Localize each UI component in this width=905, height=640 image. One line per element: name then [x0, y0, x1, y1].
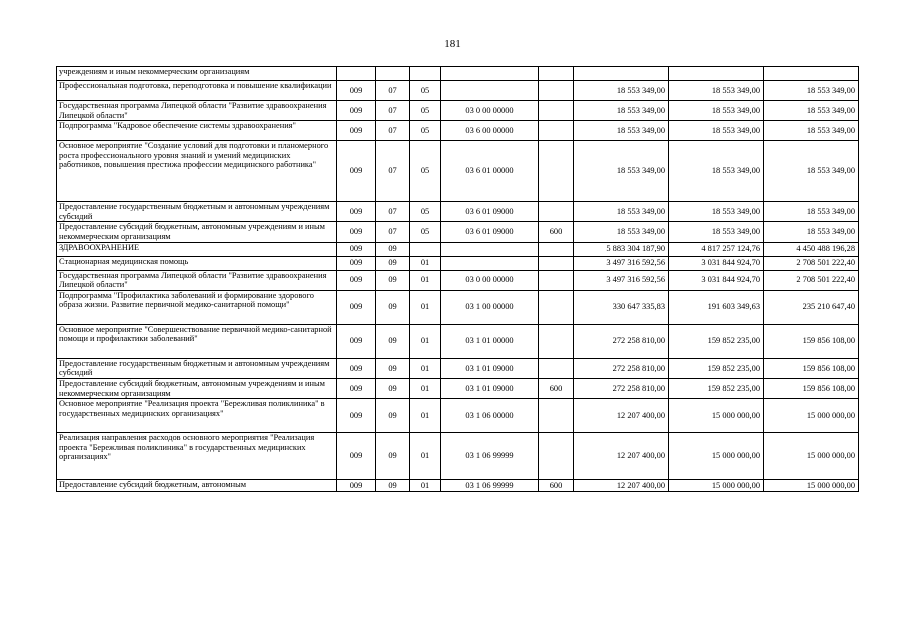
row-amount-year2-cell: 15 000 000,00 [669, 480, 764, 492]
row-amount-year3-cell: 159 856 108,00 [764, 324, 859, 358]
row-name-cell: Подпрограмма "Кадровое обеспечение системы здравоохранения" [57, 121, 337, 141]
row-target-article-cell: 03 6 00 00000 [441, 121, 539, 141]
row-amount-year1-cell: 18 553 349,00 [574, 121, 669, 141]
row-amount-year3-cell: 15 000 000,00 [764, 480, 859, 492]
row-amount-year1-cell: 18 553 349,00 [574, 141, 669, 202]
row-name-cell: Государственная программа Липецкой области "Развитие здравоохранения Липецкой области" [57, 101, 337, 121]
row-expense-type-cell [539, 141, 574, 202]
row-amount-year1-cell [574, 67, 669, 81]
row-amount-year2-cell: 18 553 349,00 [669, 81, 764, 101]
row-target-article-cell: 03 6 01 09000 [441, 202, 539, 222]
row-subsection-cell: 01 [410, 399, 441, 433]
row-name-cell: ЗДРАВООХРАНЕНИЕ [57, 242, 337, 256]
row-expense-type-cell [539, 270, 574, 290]
row-expense-type-cell [539, 290, 574, 324]
row-section-cell: 07 [376, 141, 410, 202]
row-gv-code-cell: 009 [337, 433, 376, 480]
row-amount-year1-cell: 3 497 316 592,56 [574, 270, 669, 290]
row-name-cell: Основное мероприятие "Создание условий для подготовки и планомерного роста профессионального уровня знаний и умений медицинских работников, повышения престижа профессии медицинского работника" [57, 141, 337, 202]
row-amount-year3-cell: 159 856 108,00 [764, 378, 859, 398]
table-row [57, 222, 859, 242]
row-amount-year1-cell: 272 258 810,00 [574, 358, 669, 378]
row-gv-code-cell: 009 [337, 222, 376, 242]
row-target-article-cell: 03 1 06 99999 [441, 480, 539, 492]
table-row [57, 81, 859, 101]
row-amount-year3-cell: 18 553 349,00 [764, 141, 859, 202]
row-expense-type-cell [539, 101, 574, 121]
row-target-article-cell: 03 1 00 00000 [441, 290, 539, 324]
row-target-article-cell: 03 1 01 00000 [441, 324, 539, 358]
row-section-cell: 07 [376, 81, 410, 101]
row-section-cell: 09 [376, 242, 410, 256]
row-subsection-cell: 01 [410, 270, 441, 290]
row-expense-type-cell [539, 358, 574, 378]
row-amount-year3-cell: 15 000 000,00 [764, 433, 859, 480]
table-row [57, 433, 859, 480]
row-amount-year3-cell: 235 210 647,40 [764, 290, 859, 324]
row-target-article-cell: 03 1 01 09000 [441, 358, 539, 378]
row-amount-year2-cell: 4 817 257 124,76 [669, 242, 764, 256]
table-row [57, 141, 859, 202]
row-amount-year2-cell [669, 67, 764, 81]
row-amount-year1-cell: 12 207 400,00 [574, 480, 669, 492]
row-target-article-cell: 03 0 00 00000 [441, 270, 539, 290]
row-target-article-cell: 03 1 01 09000 [441, 378, 539, 398]
row-subsection-cell [410, 242, 441, 256]
row-expense-type-cell [539, 67, 574, 81]
row-amount-year2-cell: 18 553 349,00 [669, 141, 764, 202]
row-name-cell: Предоставление субсидий бюджетным, автономным учреждениям и иным некоммерческим организациям [57, 378, 337, 398]
row-section-cell: 07 [376, 222, 410, 242]
row-amount-year2-cell: 18 553 349,00 [669, 222, 764, 242]
row-subsection-cell: 01 [410, 256, 441, 270]
row-section-cell: 07 [376, 101, 410, 121]
row-gv-code-cell [337, 67, 376, 81]
row-gv-code-cell: 009 [337, 256, 376, 270]
row-amount-year2-cell: 191 603 349,63 [669, 290, 764, 324]
row-section-cell: 07 [376, 202, 410, 222]
row-amount-year1-cell: 330 647 335,83 [574, 290, 669, 324]
row-amount-year2-cell: 18 553 349,00 [669, 202, 764, 222]
table-row [57, 101, 859, 121]
row-amount-year2-cell: 15 000 000,00 [669, 399, 764, 433]
row-gv-code-cell: 009 [337, 141, 376, 202]
row-name-cell: Предоставление государственным бюджетным и автономным учреждениям субсидий [57, 358, 337, 378]
row-expense-type-cell [539, 433, 574, 480]
row-gv-code-cell: 009 [337, 121, 376, 141]
row-name-cell: Реализация направления расходов основного мероприятия "Реализация проекта "Бережливая поликлиника" в государственных медицинских организациях" [57, 433, 337, 480]
row-subsection-cell: 05 [410, 141, 441, 202]
row-amount-year1-cell: 18 553 349,00 [574, 81, 669, 101]
row-expense-type-cell [539, 81, 574, 101]
row-amount-year3-cell: 2 708 501 222,40 [764, 270, 859, 290]
row-name-cell: Профессиональная подготовка, переподготовка и повышение квалификации [57, 81, 337, 101]
row-amount-year1-cell: 272 258 810,00 [574, 378, 669, 398]
row-section-cell: 09 [376, 324, 410, 358]
row-section-cell: 09 [376, 290, 410, 324]
table-row [57, 242, 859, 256]
row-gv-code-cell: 009 [337, 324, 376, 358]
row-amount-year3-cell [764, 67, 859, 81]
row-target-article-cell: 03 0 00 00000 [441, 101, 539, 121]
row-name-cell: Стационарная медицинская помощь [57, 256, 337, 270]
row-expense-type-cell [539, 399, 574, 433]
table-row [57, 67, 859, 81]
table-row [57, 480, 859, 492]
row-section-cell: 07 [376, 121, 410, 141]
row-name-cell: Основное мероприятие "Совершенствование первичной медико-санитарной помощи и профилактики заболеваний" [57, 324, 337, 358]
row-name-cell: Предоставление государственным бюджетным и автономным учреждениям субсидий [57, 202, 337, 222]
row-amount-year1-cell: 12 207 400,00 [574, 433, 669, 480]
row-amount-year3-cell: 159 856 108,00 [764, 358, 859, 378]
row-expense-type-cell [539, 202, 574, 222]
row-subsection-cell [410, 67, 441, 81]
table-row [57, 256, 859, 270]
row-amount-year1-cell: 18 553 349,00 [574, 101, 669, 121]
row-name-cell: Государственная программа Липецкой области "Развитие здравоохранения Липецкой области" [57, 270, 337, 290]
row-target-article-cell [441, 256, 539, 270]
row-target-article-cell: 03 6 01 00000 [441, 141, 539, 202]
row-gv-code-cell: 009 [337, 202, 376, 222]
budget-table [56, 66, 859, 492]
row-gv-code-cell: 009 [337, 399, 376, 433]
row-amount-year1-cell: 18 553 349,00 [574, 222, 669, 242]
table-row [57, 121, 859, 141]
row-amount-year3-cell: 18 553 349,00 [764, 202, 859, 222]
row-gv-code-cell: 009 [337, 358, 376, 378]
row-gv-code-cell: 009 [337, 242, 376, 256]
row-section-cell: 09 [376, 358, 410, 378]
row-gv-code-cell: 009 [337, 270, 376, 290]
row-target-article-cell: 03 6 01 09000 [441, 222, 539, 242]
row-section-cell: 09 [376, 270, 410, 290]
row-section-cell: 09 [376, 399, 410, 433]
row-subsection-cell: 01 [410, 433, 441, 480]
row-subsection-cell: 01 [410, 324, 441, 358]
row-target-article-cell [441, 81, 539, 101]
row-amount-year3-cell: 18 553 349,00 [764, 222, 859, 242]
row-expense-type-cell [539, 324, 574, 358]
row-section-cell: 09 [376, 256, 410, 270]
row-amount-year1-cell: 272 258 810,00 [574, 324, 669, 358]
row-subsection-cell: 01 [410, 358, 441, 378]
row-amount-year2-cell: 159 852 235,00 [669, 358, 764, 378]
row-amount-year2-cell: 159 852 235,00 [669, 378, 764, 398]
table-row [57, 270, 859, 290]
row-gv-code-cell: 009 [337, 81, 376, 101]
row-amount-year1-cell: 18 553 349,00 [574, 202, 669, 222]
table-row [57, 358, 859, 378]
row-amount-year1-cell: 5 883 304 187,90 [574, 242, 669, 256]
row-section-cell: 09 [376, 433, 410, 480]
table-row [57, 324, 859, 358]
row-name-cell: Подпрограмма "Профилактика заболеваний и формирование здорового образа жизни. Развитие первичной медико-санитарной помощи" [57, 290, 337, 324]
row-gv-code-cell: 009 [337, 290, 376, 324]
row-name-cell: учреждениям и иным некоммерческим организациям [57, 67, 337, 81]
row-amount-year2-cell: 18 553 349,00 [669, 121, 764, 141]
row-target-article-cell: 03 1 06 00000 [441, 399, 539, 433]
row-amount-year3-cell: 2 708 501 222,40 [764, 256, 859, 270]
table-row [57, 202, 859, 222]
row-expense-type-cell: 600 [539, 378, 574, 398]
row-subsection-cell: 01 [410, 480, 441, 492]
row-amount-year2-cell: 3 031 844 924,70 [669, 270, 764, 290]
table-row [57, 290, 859, 324]
row-subsection-cell: 05 [410, 121, 441, 141]
row-amount-year1-cell: 3 497 316 592,56 [574, 256, 669, 270]
row-gv-code-cell: 009 [337, 378, 376, 398]
row-target-article-cell [441, 242, 539, 256]
row-amount-year3-cell: 15 000 000,00 [764, 399, 859, 433]
row-section-cell [376, 67, 410, 81]
row-section-cell: 09 [376, 480, 410, 492]
row-name-cell: Предоставление субсидий бюджетным, автономным учреждениям и иным некоммерческим организациям [57, 222, 337, 242]
row-amount-year2-cell: 15 000 000,00 [669, 433, 764, 480]
row-amount-year3-cell: 4 450 488 196,28 [764, 242, 859, 256]
row-subsection-cell: 01 [410, 290, 441, 324]
row-expense-type-cell [539, 121, 574, 141]
row-amount-year3-cell: 18 553 349,00 [764, 81, 859, 101]
row-amount-year1-cell: 12 207 400,00 [574, 399, 669, 433]
row-amount-year2-cell: 3 031 844 924,70 [669, 256, 764, 270]
row-name-cell: Предоставление субсидий бюджетным, автономным [57, 480, 337, 492]
row-subsection-cell: 01 [410, 378, 441, 398]
row-subsection-cell: 05 [410, 81, 441, 101]
row-amount-year3-cell: 18 553 349,00 [764, 121, 859, 141]
table-row [57, 399, 859, 433]
row-amount-year2-cell: 159 852 235,00 [669, 324, 764, 358]
row-target-article-cell: 03 1 06 99999 [441, 433, 539, 480]
row-subsection-cell: 05 [410, 202, 441, 222]
table-row [57, 378, 859, 398]
row-amount-year3-cell: 18 553 349,00 [764, 101, 859, 121]
row-gv-code-cell: 009 [337, 101, 376, 121]
row-name-cell: Основное мероприятие "Реализация проекта "Бережливая поликлиника" в государственных медицинских организациях" [57, 399, 337, 433]
row-expense-type-cell: 600 [539, 222, 574, 242]
row-subsection-cell: 05 [410, 222, 441, 242]
row-subsection-cell: 05 [410, 101, 441, 121]
row-expense-type-cell [539, 242, 574, 256]
row-gv-code-cell: 009 [337, 480, 376, 492]
row-target-article-cell [441, 67, 539, 81]
row-section-cell: 09 [376, 378, 410, 398]
page-number: 181 [444, 38, 461, 50]
row-expense-type-cell [539, 256, 574, 270]
row-amount-year2-cell: 18 553 349,00 [669, 101, 764, 121]
row-expense-type-cell: 600 [539, 480, 574, 492]
